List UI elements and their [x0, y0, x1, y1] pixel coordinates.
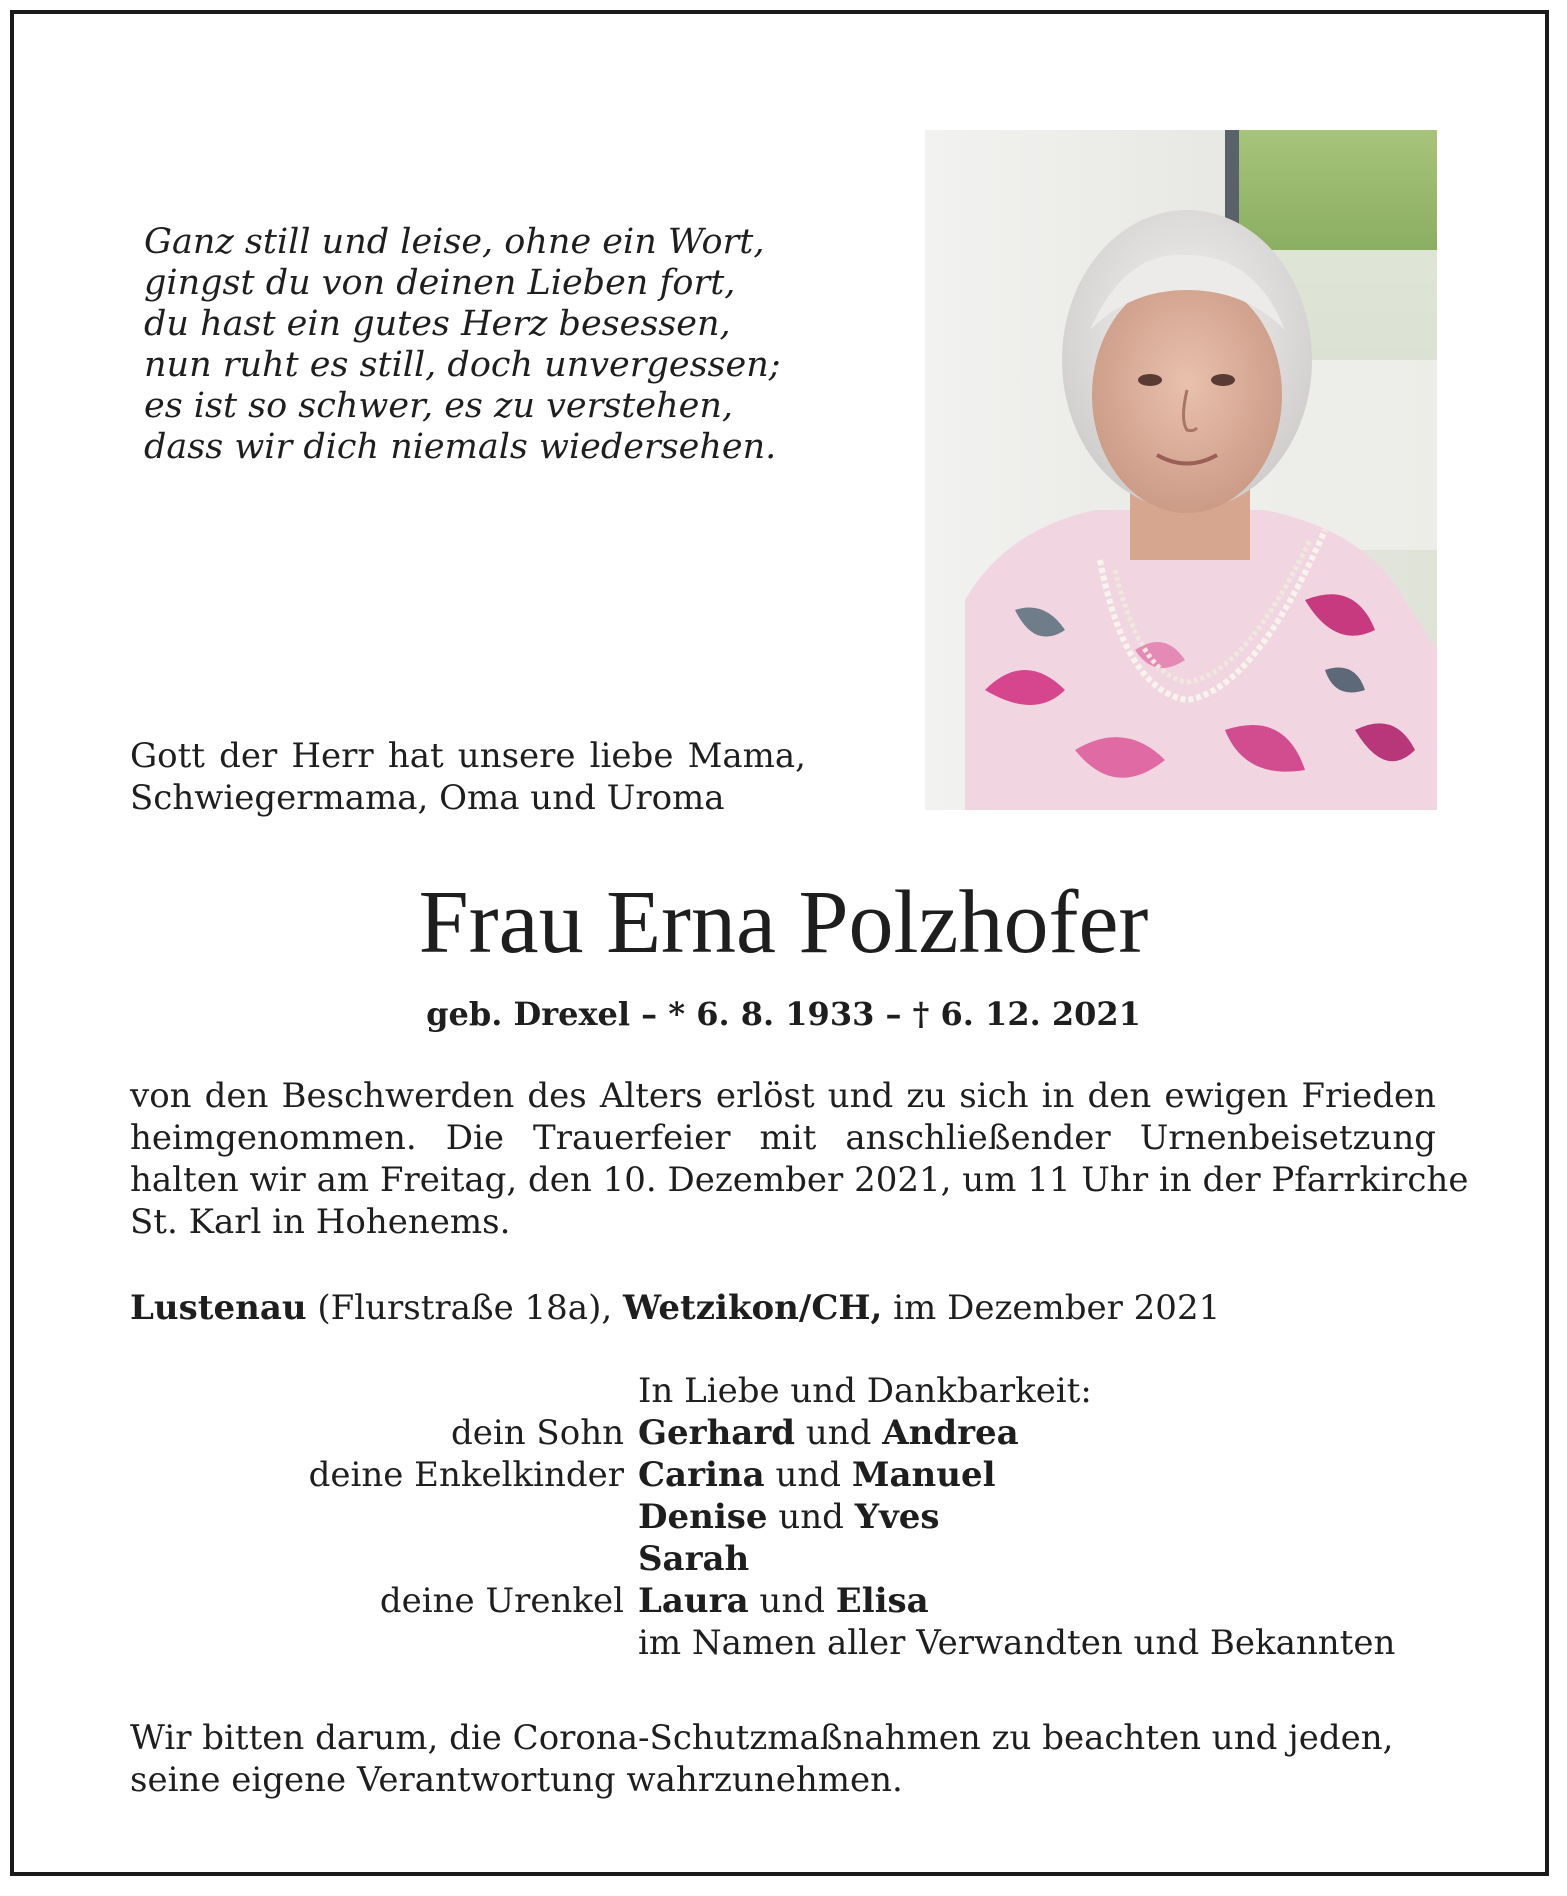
family-list	[130, 1370, 1436, 1664]
family-row	[130, 1496, 1436, 1538]
notice-line: Wir bitten darum, die Corona-Schutzmaßnahmen zu beachten und jeden,	[130, 1718, 1394, 1758]
family-connector: und	[795, 1413, 883, 1453]
family-closing: im Namen aller Verwandten und Bekannten	[638, 1623, 1396, 1663]
family-row	[130, 1412, 1436, 1454]
family-name: Laura	[638, 1581, 749, 1621]
family-row	[130, 1580, 1436, 1622]
portrait-photo	[925, 130, 1437, 810]
family-name: Carina	[638, 1455, 765, 1495]
family-relation: deine Urenkel	[379, 1581, 624, 1621]
portrait-photo-illustration	[925, 130, 1437, 810]
place-date: im Dezember 2021	[882, 1288, 1221, 1328]
family-connector: und	[764, 1455, 852, 1495]
poem-line: dass wir dich niemals wiedersehen.	[144, 427, 777, 467]
family-relation	[130, 1538, 638, 1580]
intro-line: Gott der Herr hat unsere liebe Mama,	[130, 736, 806, 776]
intro-line: Schwiegermama, Oma und Uroma	[130, 778, 725, 818]
poem	[144, 222, 844, 468]
family-row	[130, 1454, 1436, 1496]
family-connector: und	[767, 1497, 855, 1537]
poem-line: du hast ein gutes Herz besessen,	[144, 304, 731, 344]
announcement-line: halten wir am Freitag, den 10. Dezember 2021, um 11 Uhr in der Pfarrkirche	[130, 1160, 1469, 1200]
poem-line: Ganz still und leise, ohne ein Wort,	[144, 222, 765, 262]
birth-death-dates: geb. Drexel – * 6. 8. 1933 – † 6. 12. 2021	[426, 995, 1141, 1033]
family-name: Andrea	[882, 1413, 1019, 1453]
announcement-text	[130, 1075, 1469, 1243]
corona-notice	[130, 1717, 1436, 1801]
family-name: Denise	[638, 1497, 768, 1537]
family-name: Manuel	[851, 1455, 996, 1495]
announcement-line: heimgenommen. Die Trauerfeier mit anschließender Urnenbeisetzung	[130, 1118, 1436, 1158]
family-relation: dein Sohn	[450, 1413, 624, 1453]
family-name: Yves	[854, 1497, 940, 1537]
family-relation	[130, 1496, 638, 1538]
notice-line: seine eigene Verantwortung wahrzunehmen.	[130, 1760, 903, 1800]
poem-line: gingst du von deinen Lieben fort,	[144, 263, 736, 303]
family-name: Sarah	[638, 1539, 750, 1579]
place-city-2: Wetzikon/CH,	[622, 1288, 883, 1328]
announcement-line: St. Karl in Hohenems.	[130, 1202, 511, 1242]
place-address: (Flurstraße 18a),	[306, 1288, 623, 1328]
family-closing-row	[130, 1622, 1436, 1664]
intro-text	[130, 735, 830, 819]
family-name: Elisa	[835, 1581, 929, 1621]
announcement-line: von den Beschwerden des Alters erlöst und zu sich in den ewigen Frieden	[130, 1076, 1436, 1116]
place-and-date	[130, 1287, 1436, 1329]
family-heading: In Liebe und Dankbarkeit:	[638, 1371, 1092, 1411]
deceased-name: Frau Erna Polzhofer	[418, 873, 1149, 972]
place-city-1: Lustenau	[130, 1288, 307, 1328]
poem-line: nun ruht es still, doch unvergessen;	[144, 345, 781, 385]
family-row	[130, 1538, 1436, 1580]
poem-line: es ist so schwer, es zu verstehen,	[144, 386, 734, 426]
family-name: Gerhard	[638, 1413, 796, 1453]
family-connector: und	[748, 1581, 836, 1621]
family-heading-row	[130, 1370, 1436, 1412]
family-relation: deine Enkelkinder	[308, 1455, 624, 1495]
